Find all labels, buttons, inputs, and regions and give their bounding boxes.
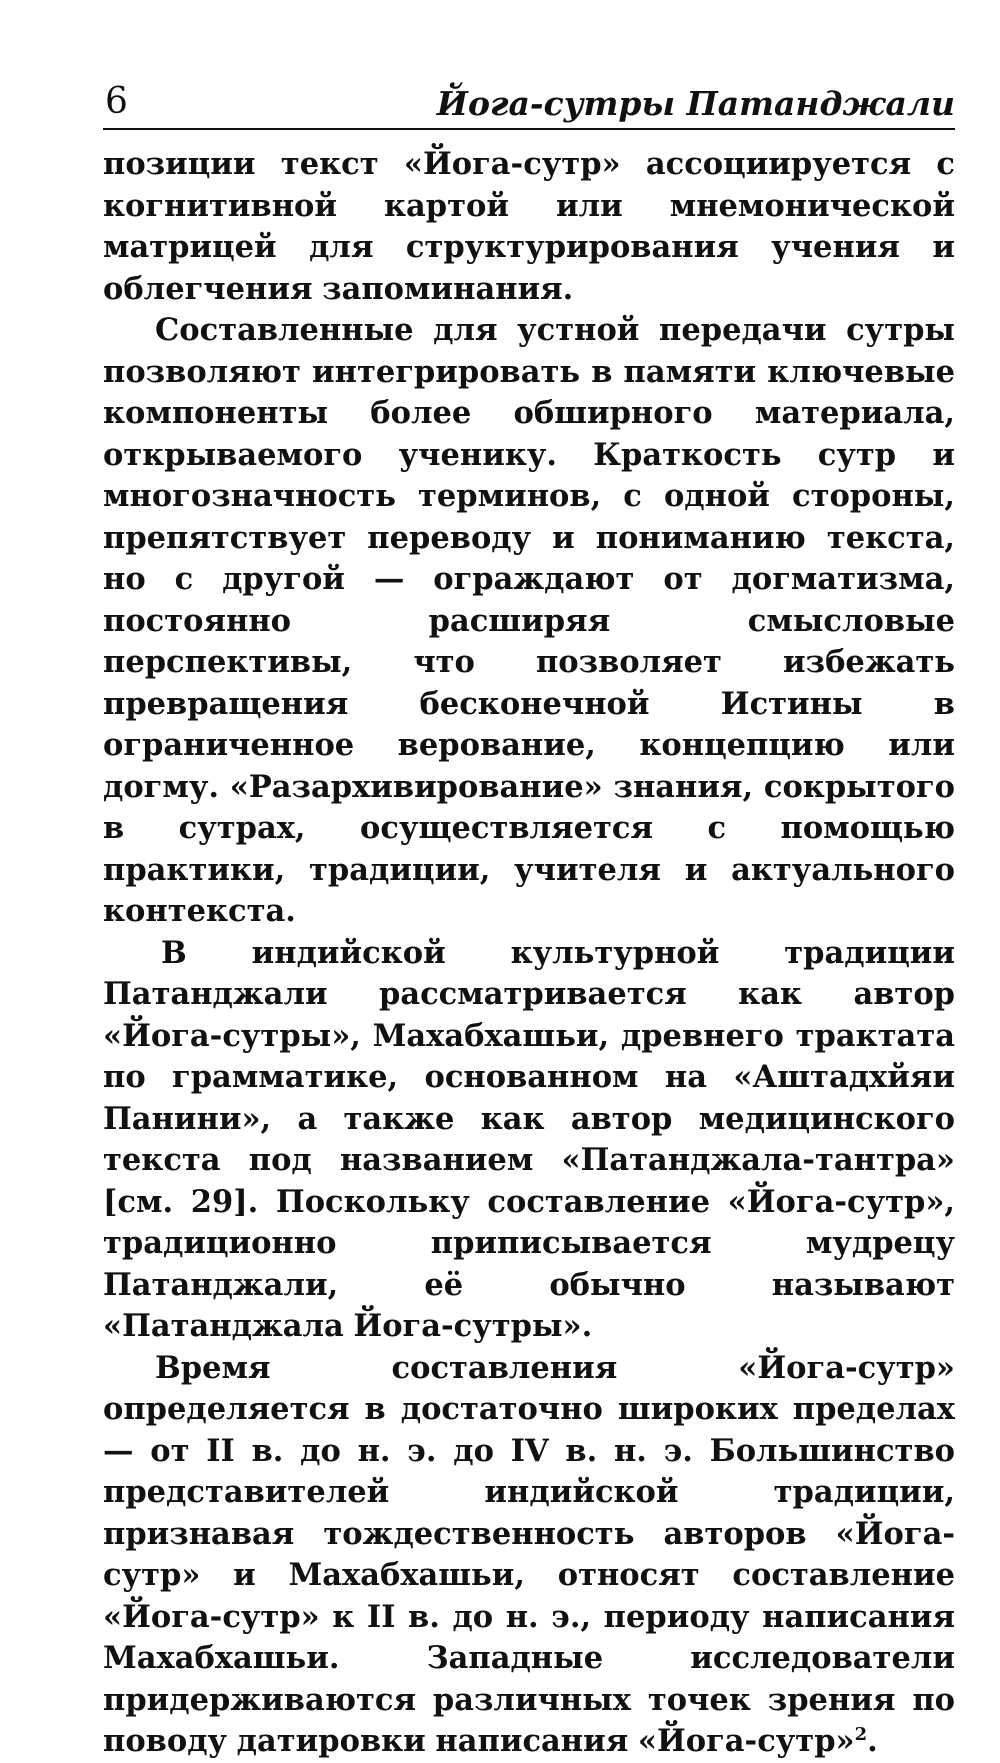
paragraph-oral-transmission: Составленные для устной передачи сутры позволяют интегрировать в памяти ключевые компоненты более обширного материала, открываемого ученику. Краткость сутр и многозначность терминов, с одной стороны, препятствует переводу и пониманию текста, но с другой — ограждают от догматизма, постоянно расширяя смысловые перспективы, что позволяет избежать превращения бесконечной Истины в ограниченное верование, концепцию или догму. «Разархивирование» знания, сокрытого в сутрах, осуществляется с помощью практики, традиции, учителя и актуального контекста. [103, 312, 955, 929]
paragraph-dating-tail: . [867, 1723, 878, 1759]
book-page [103, 78, 955, 1763]
paragraph-continuation: позиции текст «Йога-сутр» ассоциируется с когнитивной картой или мнемонической матрицей для структурирования учения и облегчения запоминания. [103, 146, 955, 307]
body-text [103, 144, 955, 1763]
paragraph-dating [103, 1348, 955, 1763]
page-header [103, 78, 955, 130]
paragraph-dating-text: Время составления «Йога-сутр» определяется в достаточно широких пределах — от II в. до н. э. до IV в. н. э. Большинство представителей индийской традиции, признавая тождественность авторов «Йога-сутр» и Махабхашьи, относят составление «Йога-сутр» к II в. до н. э., периоду написания Махабхашьи. Западные исследователи придерживаются различных точек зрения по поводу датировки написания «Йога-сутр» [103, 1349, 955, 1759]
paragraph-patanjali-author: В индийской культурной традиции Патанджали рассматривается как автор «Йога-сутры», Махабхашьи, древнего трактата по грамматике, основанном на «Аштадхйяи Панини», а также как автор медицинского текста под названием «Патанджала-тантра» [см. 29]. Поскольку составление «Йога-сутр», традиционно приписывается мудрецу Патанджали, её обычно называют «Патанджала Йога-сутры». [103, 934, 955, 1344]
footnote-reference[interactable]: 2 [854, 1723, 868, 1745]
running-title: Йога-сутры Патанджали [436, 84, 955, 123]
page-number: 6 [105, 81, 128, 122]
